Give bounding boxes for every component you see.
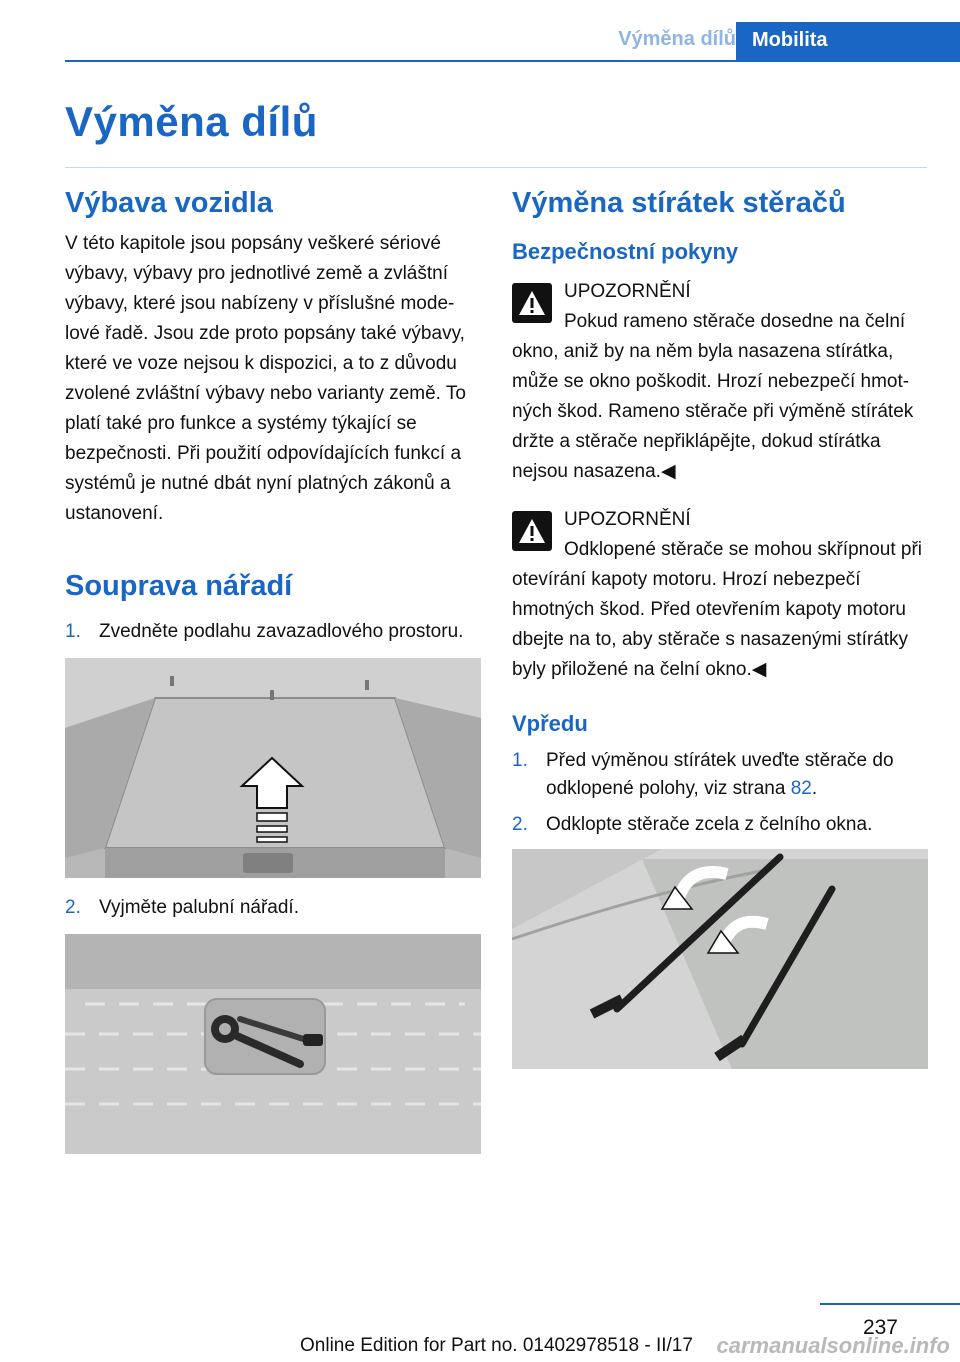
trunk-floor-illustration [65, 658, 481, 878]
watermark: carmanualsonline.info [716, 1333, 950, 1358]
list-item [512, 747, 928, 803]
list-item [65, 894, 481, 922]
step-text-end: . [811, 777, 818, 799]
title-divider [65, 167, 927, 168]
edition-text: Online Edition for Part no. 01402978518 - II/17 [300, 1335, 693, 1356]
safety-heading: Bezpečnostní pokyny [512, 238, 739, 264]
header-section[interactable]: Výměna dílů [618, 28, 736, 50]
warning-box-1 [512, 277, 928, 487]
step-text: Vyjměte palubní nářadí. [99, 896, 299, 918]
step-number: 1. [65, 620, 81, 642]
header-rule [65, 60, 960, 62]
warning-triangle-icon [512, 511, 552, 551]
list-item [512, 811, 928, 839]
warning-triangle-icon [512, 283, 552, 323]
step-number: 2. [65, 896, 81, 918]
equipment-heading: Výbava vozidla [65, 187, 273, 219]
right-column [512, 180, 928, 1085]
page-title: Výměna dílů [65, 98, 318, 145]
warning-box-2 [512, 505, 928, 685]
tools-steps-1 [65, 618, 481, 646]
page-ref-link[interactable]: 82 [790, 777, 812, 799]
footer-rule [820, 1303, 960, 1305]
page-number: 237 [862, 1316, 898, 1339]
warning-label: UPOZORNĚNÍ [564, 508, 691, 530]
tool-kit-image [65, 934, 481, 1154]
tools-heading: Souprava nářadí [65, 569, 293, 602]
warning-label: UPOZORNĚNÍ [564, 280, 691, 302]
step-text: Odklopte stěrače zcela z čelního okna. [546, 813, 873, 835]
step-text: Zvedněte podlahu zavazadlového prostoru. [99, 620, 464, 642]
step-number: 1. [512, 749, 528, 771]
running-header [65, 22, 960, 62]
wiper-image [512, 849, 928, 1069]
wiper-heading: Výměna stírátek stěračů [512, 187, 846, 219]
front-steps [512, 747, 928, 839]
wiper-illustration [512, 849, 928, 1069]
warning-text: Odklopené stěrače se mohou skřípnout při otevírání kapoty motoru. Hrozí nebezpečí hmotných škod. Před otevřením kapoty motoru dbejte na to, aby stěrače s nasazenými stírátky byly přiložené na čelní okno.◀ [512, 538, 923, 680]
left-column [65, 180, 481, 1170]
step-text: Před výměnou stírátek uveďte stěrače do odklopené polohy, viz strana [546, 749, 894, 799]
warning-text: Pokud rameno stěrače dosedne na čelní okno, aniž by na něm byla nasazena stírátka, může se okno poškodit. Hrozí nebezpečí hmotných škod. Rameno stěrače při výměně stírátek držte a stěrače nepřiklápějte, dokud stírátka nejsou nasazena.◀ [512, 310, 914, 482]
trunk-floor-image [65, 658, 481, 878]
list-item [65, 618, 481, 646]
header-chapter-tab[interactable]: Mobilita [736, 22, 960, 62]
front-heading: Vpředu [512, 710, 588, 736]
equipment-text: V této kapitole jsou popsány veškeré sériové výbavy, výbavy pro jednotlivé země a zvláštní výbavy, které jsou nabízeny v příslušné modelové řadě. Jsou zde proto popsány také výbavy, které ve voze nejsou k dispozici, a to z důvodu zvolené zvláštní výbavy nebo varianty země. To platí také pro funkce a systémy týkající se bezpečnosti. Při použití odpovídajících funkcí a systémů je nutné dbát nyní platných zákonů a ustanovení. [65, 232, 466, 524]
step-number: 2. [512, 813, 528, 835]
tools-steps-2 [65, 894, 481, 922]
tool-kit-illustration [65, 934, 481, 1154]
